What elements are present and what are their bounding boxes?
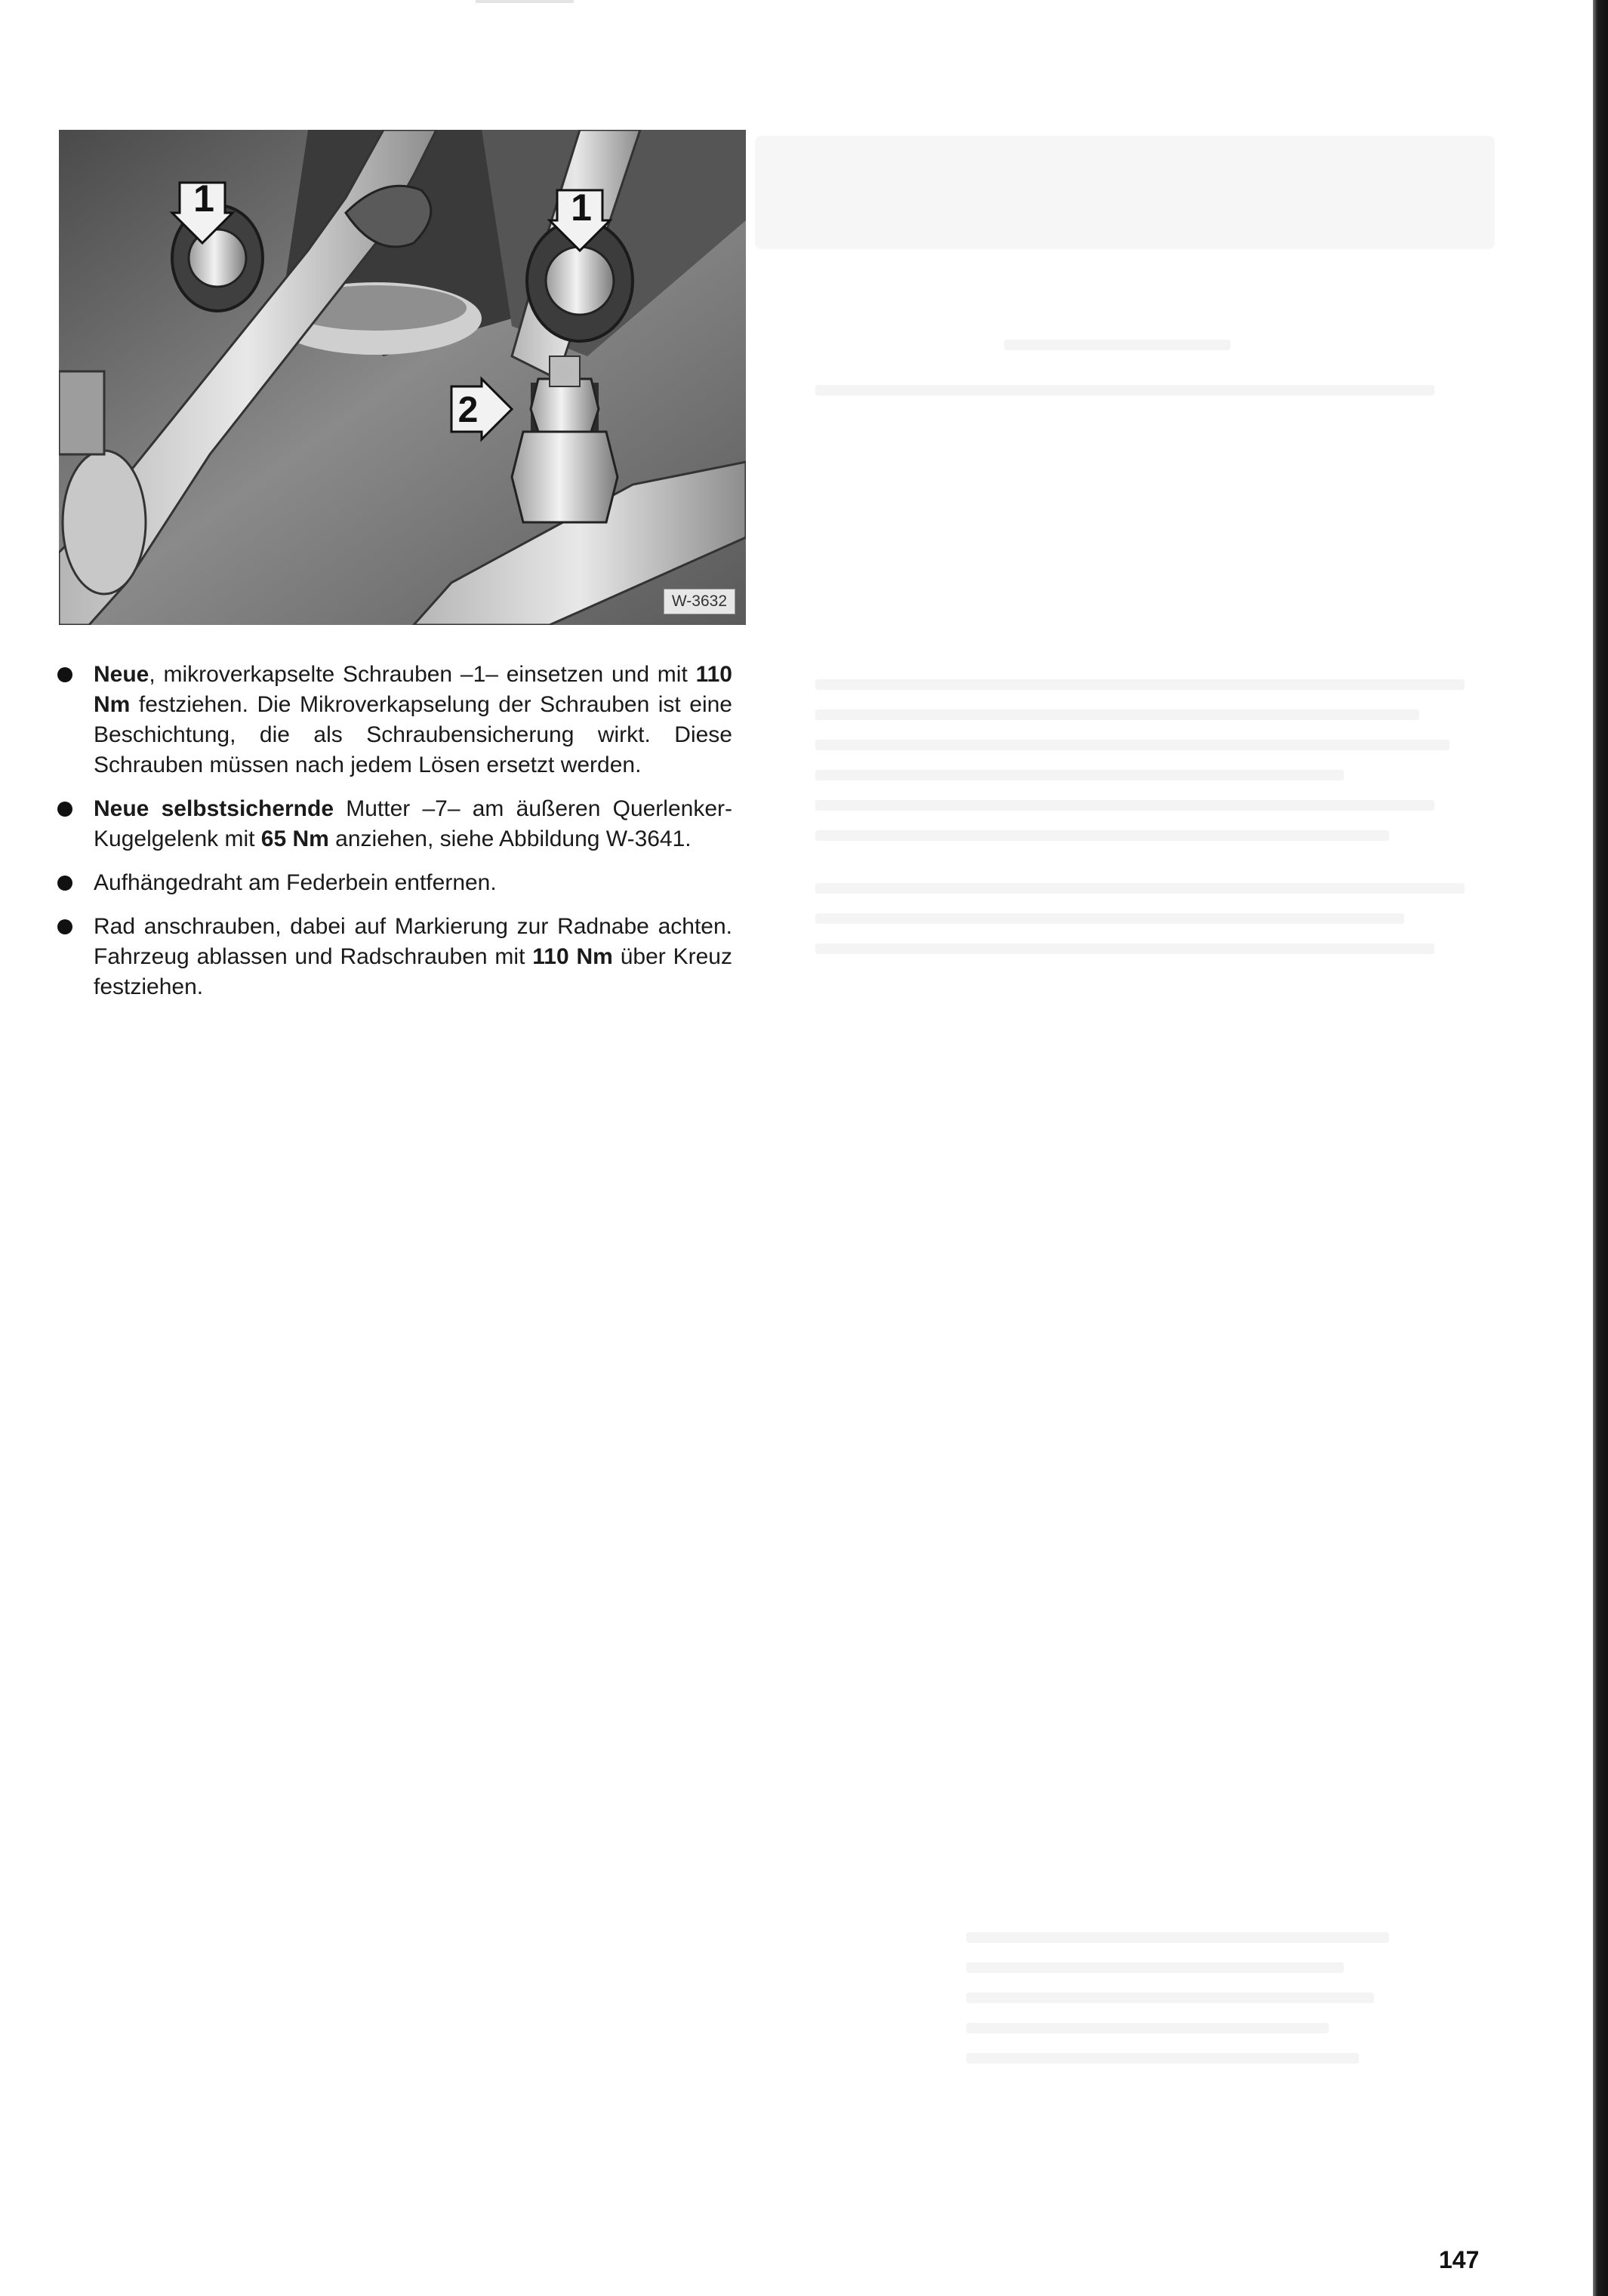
suspension-illustration xyxy=(59,130,746,625)
bleed-through-shadow xyxy=(755,136,1517,2174)
callout-1-right-label: 1 xyxy=(571,186,592,229)
figure-label: W-3632 xyxy=(664,589,735,614)
scan-edge-mark xyxy=(476,0,574,3)
list-item: Neue selbstsichernde Mutter –7– am äußeren Querlenker-Kugelgelenk mit 65 Nm anziehen, siehe Abbildung W-3641. xyxy=(53,794,732,854)
callout-1-left-label: 1 xyxy=(193,177,214,220)
suspension-photo xyxy=(59,130,746,625)
list-item: Rad anschrauben, dabei auf Markierung zur Radnabe achten. Fahrzeug ablassen und Radschrauben mit 110 Nm über Kreuz festziehen. xyxy=(53,912,732,1002)
list-item: Neue, mikroverkapselte Schrauben –1– einsetzen und mit 110 Nm festziehen. Die Mikroverkapselung der Schrauben ist eine Beschichtung, die als Schraubensicherung wirkt. Diese Schrauben müssen nach jedem Lösen ersetzt werden. xyxy=(53,660,732,780)
bullet-icon xyxy=(57,876,72,891)
bullet-icon xyxy=(57,802,72,817)
instruction-list xyxy=(53,660,732,1016)
bullet-icon xyxy=(57,919,72,934)
page-number: 147 xyxy=(1439,2246,1480,2273)
list-item: Aufhängedraht am Federbein entfernen. xyxy=(53,868,732,898)
binding-edge xyxy=(1593,0,1608,2296)
callout-2-label: 2 xyxy=(457,390,479,430)
bullet-icon xyxy=(57,667,72,682)
bleed-through-heading-shape xyxy=(755,136,1495,249)
